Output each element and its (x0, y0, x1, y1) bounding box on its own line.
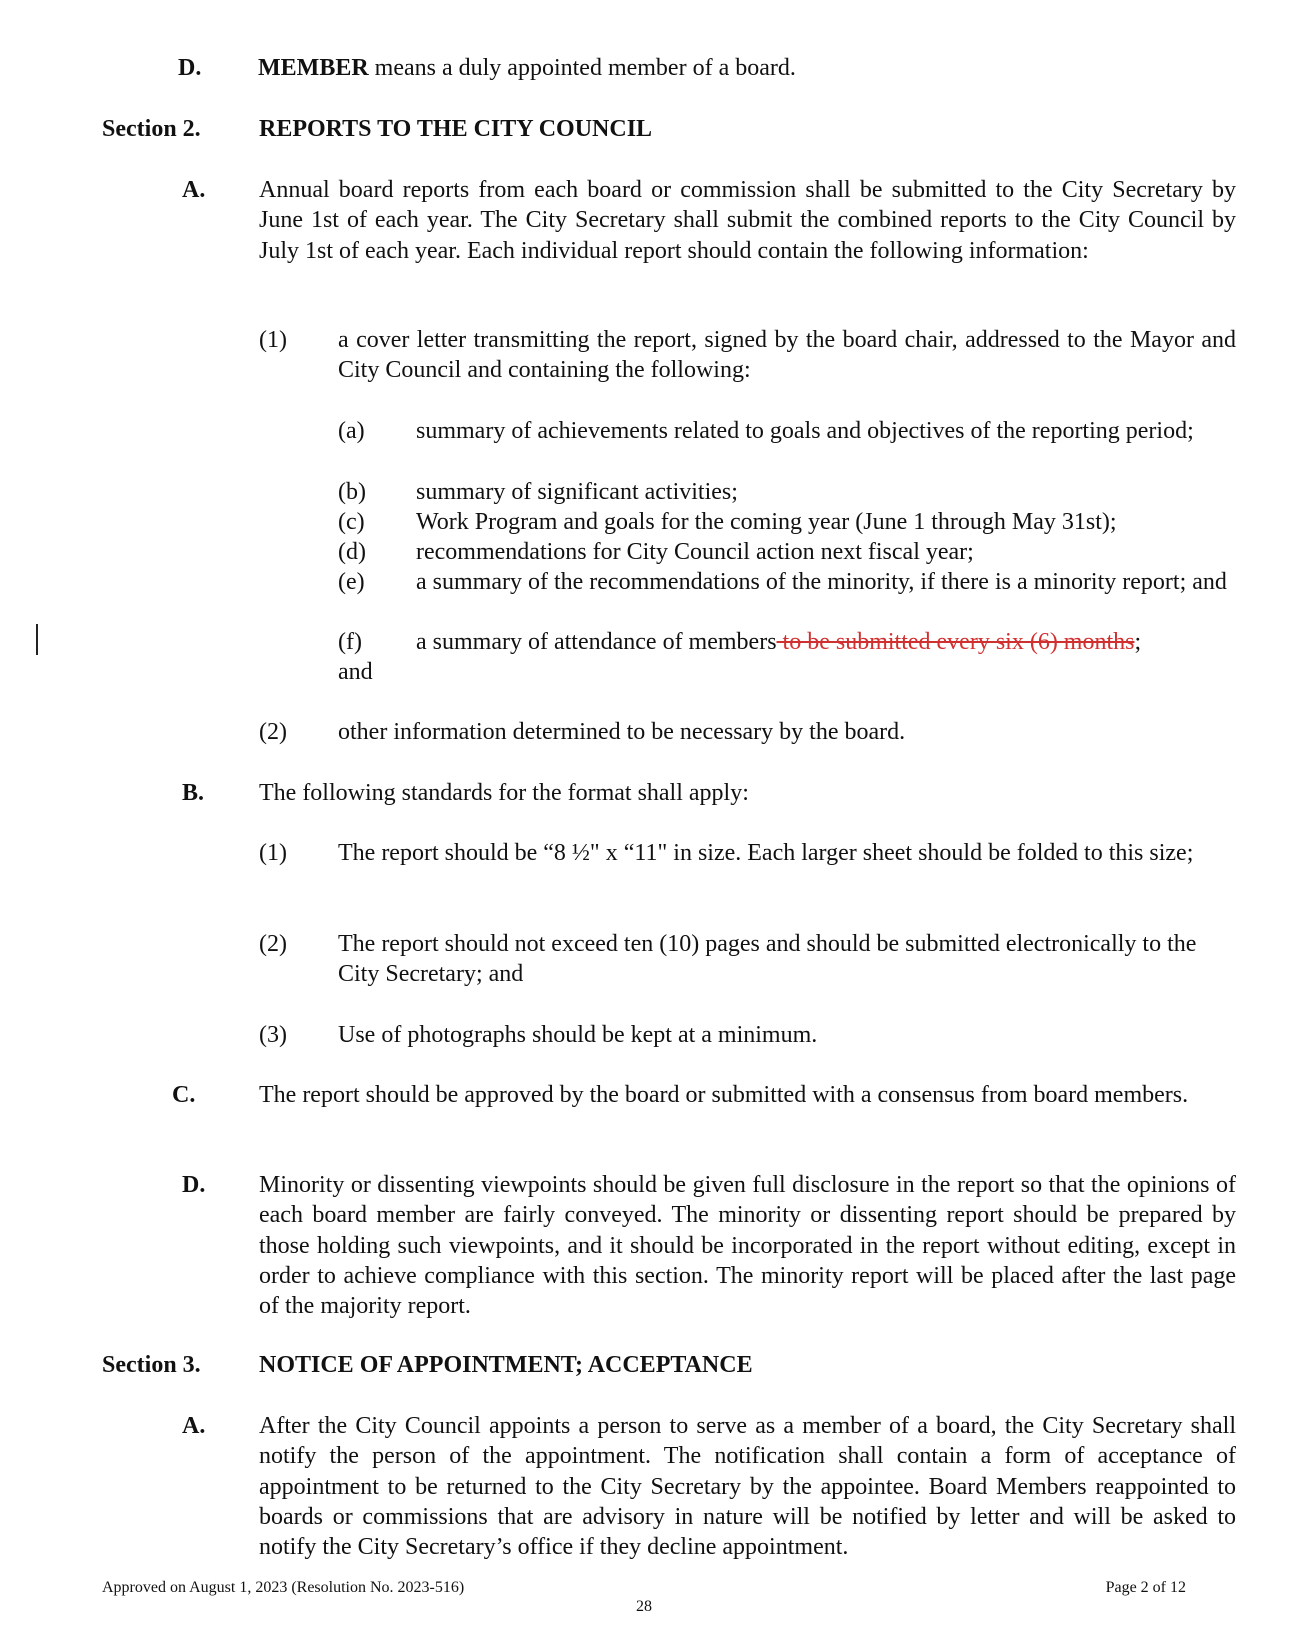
footer-number: 28 (636, 1598, 652, 1615)
section-2-label: Section 2. (102, 116, 201, 142)
para-label: D. (182, 1172, 206, 1198)
item-text: a cover letter transmitting the report, signed by the board chair, addressed to the Mayor and City Council and containing the following: (338, 327, 1236, 384)
footer-approved: Approved on August 1, 2023 (Resolution No. 2023-516) (102, 1579, 465, 1596)
subitem-text: Work Program and goals for the coming year (June 1 through May 31st); (416, 509, 1117, 535)
term: MEMBER (258, 55, 369, 81)
item-label: (1) (259, 327, 287, 353)
item-text: The report should be “8 ½" x “11" in size. Each larger sheet should be folded to this size; (338, 840, 1194, 866)
definition-label: D. (178, 55, 202, 81)
subitem-text (416, 627, 1141, 657)
subitem-text-after: ; (1134, 629, 1142, 655)
item-text: Use of photographs should be kept at a minimum. (338, 1022, 818, 1048)
subitem-label: (d) (338, 539, 366, 565)
paragraph-2c: The report should be approved by the board or submitted with a consensus from board members. (259, 1082, 1189, 1108)
section-3-label: Section 3. (102, 1352, 201, 1378)
subitem-text: a summary of the recommendations of the minority, if there is a minority report; and (416, 569, 1227, 595)
section-2-title: REPORTS TO THE CITY COUNCIL (259, 116, 653, 142)
item-text: other information determined to be necessary by the board. (338, 719, 906, 745)
subitem-text: summary of achievements related to goals and objectives of the reporting period; (416, 418, 1194, 444)
para-label: B. (182, 780, 205, 806)
subitem-label: (e) (338, 569, 365, 595)
item-text: The report should not exceed ten (10) pages and should be submitted electronically to the City Secretary; and (338, 931, 1197, 988)
para-label: A. (182, 177, 206, 203)
definition-text: means a duly appointed member of a board. (368, 55, 796, 81)
paragraph-3a: After the City Council appoints a person to serve as a member of a board, the City Secretary shall notify the person of the appointment. The notification shall contain a form of acceptance of appointment to be returned to the City Secretary by the appointee. Board Members reappointed to boards or commissions that are advisory in nature will be notified by letter and will be asked to notify the City Secretary’s office if they decline appointment. (259, 1413, 1236, 1561)
subitem-continuation: and (338, 659, 373, 685)
paragraph-2d: Minority or dissenting viewpoints should be given full disclosure in the report so that the opinions of each board member are fairly conveyed. The minority or dissenting report should be prepared by those holding such viewpoints, and it should be incorporated in the report without editing, except in order to achieve compliance with this section. The minority report will be placed after the last page of the majority report. (259, 1172, 1236, 1320)
item-label: (1) (259, 840, 287, 866)
subitem-label: (c) (338, 509, 365, 535)
subitem-label: (b) (338, 479, 366, 505)
item-label: (2) (259, 931, 287, 957)
subitem-text: recommendations for City Council action next fiscal year; (416, 539, 974, 565)
paragraph-2a: Annual board reports from each board or commission shall be submitted to the City Secretary by June 1st of each year. The City Secretary shall submit the combined reports to the City Council by July 1st of each year. Each individual report should contain the following information: (259, 177, 1236, 264)
para-label: C. (172, 1082, 196, 1108)
deleted-text: to be submitted every six (6) months (776, 629, 1135, 655)
footer-page: Page 2 of 12 (1105, 1579, 1186, 1596)
subitem-label: (a) (338, 418, 365, 444)
subitem-text-main: a summary of attendance of members (416, 629, 777, 655)
subitem-label: (f) (338, 629, 362, 655)
para-label: A. (182, 1413, 206, 1439)
subitem-text: summary of significant activities; (416, 479, 738, 505)
item-label: (2) (259, 719, 287, 745)
paragraph-2b: The following standards for the format shall apply: (259, 780, 749, 806)
definition-member (258, 53, 796, 83)
item-label: (3) (259, 1022, 287, 1048)
section-3-title: NOTICE OF APPOINTMENT; ACCEPTANCE (259, 1352, 753, 1378)
text-cursor (36, 624, 38, 655)
